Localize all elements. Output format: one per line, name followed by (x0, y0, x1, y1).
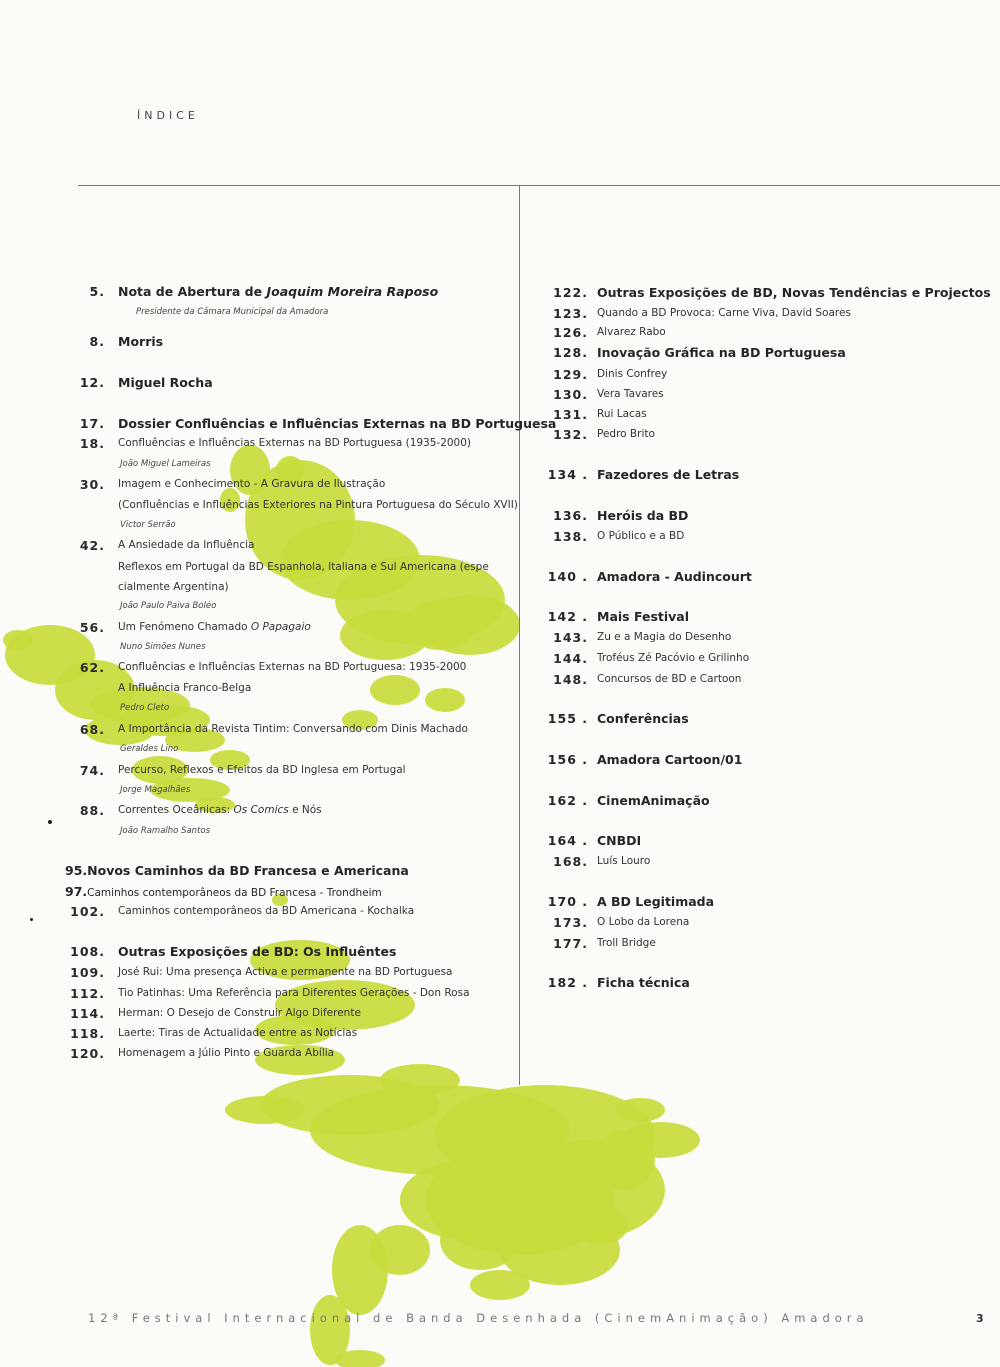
page-ref-number: 182 . (547, 975, 588, 990)
entry-title (597, 531, 684, 542)
page-ref-number: 143. (553, 630, 588, 645)
title-fragment: CinemAnimação (597, 793, 710, 808)
title-fragment: Um Fenómeno Chamado (118, 621, 251, 633)
page-ref-number: 120. (70, 1046, 105, 1061)
title-fragment: A BD Legitimada (597, 894, 715, 909)
entry-title (118, 1008, 361, 1019)
entry-title (597, 674, 741, 685)
entry-title (118, 582, 229, 593)
page-ref-number: 144. (553, 651, 588, 666)
page-ref-number: 134 . (547, 467, 588, 482)
entry-title (120, 704, 169, 713)
title-fragment: A Influência Franco-Belga (118, 682, 252, 694)
horizontal-rule (78, 185, 1000, 186)
title-fragment: O Lobo da Lorena (597, 916, 690, 928)
entry-title (597, 571, 752, 584)
title-fragment: CNBDI (597, 833, 642, 848)
page-ref-number: 118. (70, 1026, 105, 1041)
title-fragment: Fazedores de Letras (597, 467, 740, 482)
page-ref-number: 123. (553, 306, 588, 321)
page-ref-number: 30. (79, 477, 105, 492)
title-fragment: Nota de Abertura de (118, 284, 267, 299)
entry-title (597, 469, 739, 482)
page-ref-number: 130. (553, 387, 588, 402)
title-fragment: e Nós (288, 804, 322, 816)
title-fragment: Alvarez Rabo (597, 326, 666, 338)
title-fragment: João Paulo Paiva Boléo (120, 601, 217, 611)
entry-title (597, 632, 731, 643)
title-fragment: Troféus Zé Pacóvio e Grilinho (597, 652, 750, 664)
page-ref-number: 126. (553, 325, 588, 340)
page-ref-number: 42. (79, 538, 105, 553)
title-fragment: Confluências e Influências Externas na BD Portuguesa (1935-2000) (118, 437, 472, 449)
page-ref-number: 18. (79, 436, 105, 451)
entry-title (597, 327, 666, 338)
page-ref-number: 5. (89, 284, 105, 299)
entry-title (597, 510, 688, 523)
title-fragment: João Ramalho Santos (120, 826, 211, 836)
entry-title (597, 754, 742, 767)
title-fragment: Morris (118, 334, 164, 349)
entry-title (120, 602, 216, 611)
title-fragment: Joaquim Moreira Raposo (266, 284, 439, 299)
title-fragment: Os Comics (233, 804, 289, 816)
entry-title (597, 287, 991, 300)
entry-title (597, 369, 667, 380)
title-fragment: Dossier Confluências e Influências Externas na BD Portuguesa (118, 416, 557, 431)
title-fragment: Imagem e Conhecimento - A Gravura de Ilustração (118, 478, 386, 490)
title-fragment: Pedro Cleto (120, 703, 170, 713)
title-fragment: Heróis da BD (597, 508, 689, 523)
title-fragment: 95.Novos Caminhos da BD Francesa e Americana (65, 863, 409, 878)
page-ref-number: 138. (553, 529, 588, 544)
entry-title (597, 653, 749, 664)
page-ref-number: 132. (553, 427, 588, 442)
title-fragment: 97. (65, 884, 88, 899)
title-fragment: José Rui: Uma presença Activa e permanente na BD Portuguesa (118, 966, 453, 978)
page-ref-number: 114. (70, 1006, 105, 1021)
entry-title (118, 1028, 357, 1039)
page-ref-number: 109. (70, 965, 105, 980)
page-ref-number: 140 . (547, 569, 588, 584)
title-fragment: Outras Exposições de BD, Novas Tendências e Projectos (597, 285, 991, 300)
page-ref-number: 112. (70, 986, 105, 1001)
page-ref-number: 136. (553, 508, 588, 523)
title-fragment: Homenagem a Júlio Pinto e Guarda Abília (118, 1047, 335, 1059)
title-fragment: Laerte: Tiras de Actualidade entre as Notícias (118, 1027, 358, 1039)
page-number: 3 (976, 1312, 984, 1325)
page-ref-number: 8. (89, 334, 105, 349)
title-fragment: O Público e a BD (597, 530, 685, 542)
title-fragment: Zu e a Magia do Desenho (597, 631, 732, 643)
entry-title (118, 988, 470, 999)
title-fragment: Ficha técnica (597, 975, 690, 990)
title-fragment: Luís Louro (597, 855, 651, 867)
entry-title (597, 308, 851, 319)
title-fragment: Nuno Simões Nunes (120, 642, 206, 652)
entry-title (118, 500, 518, 511)
page-ref-number: 156 . (547, 752, 588, 767)
page-ref-number: 131. (553, 407, 588, 422)
title-fragment: Quando a BD Provoca: Carne Viva, David Soares (597, 307, 851, 319)
title-fragment: Amadora Cartoon/01 (597, 752, 743, 767)
entry-title (597, 429, 655, 440)
title-fragment: Dinis Confrey (597, 368, 668, 380)
page-ref-number: 164 . (547, 833, 588, 848)
title-fragment: Confluências e Influências Externas na BD Portuguesa: 1935-2000 (118, 661, 467, 673)
title-fragment: Miguel Rocha (118, 375, 213, 390)
title-fragment: Percurso, Reflexos e Efeitos da BD Inglesa em Portugal (118, 764, 406, 776)
entry-title (597, 389, 664, 400)
page-ref-number: 173. (553, 915, 588, 930)
title-fragment: Outras Exposições de BD: Os Influêntes (118, 944, 397, 959)
entry-title (118, 765, 406, 776)
page-ref-number: 102. (70, 904, 105, 919)
page-ref-number: 129. (553, 367, 588, 382)
entry-title (597, 611, 689, 624)
page-ref-number: 128. (553, 345, 588, 360)
entry-title (120, 460, 211, 469)
page-ref-number: 17. (79, 416, 105, 431)
page-ref-number: 12. (79, 375, 105, 390)
title-fragment: Tio Patinhas: Uma Referência para Diferentes Gerações - Don Rosa (118, 987, 470, 999)
title-fragment: Herman: O Desejo de Construir Algo Diferente (118, 1007, 361, 1019)
entry-title (597, 856, 650, 867)
entry-title (597, 917, 689, 928)
title-fragment: (Confluências e Influências Exteriores na Pintura Portuguesa do Século XVII) (118, 499, 518, 511)
title-fragment: A Importância da Revista Tintim: Conversando com Dinis Machado (118, 723, 468, 735)
title-fragment: Victor Serrão (120, 520, 176, 530)
title-fragment: A Ansiedade da Influência (118, 539, 255, 551)
title-fragment: Amadora - Audincourt (597, 569, 752, 584)
entry-title (597, 977, 690, 990)
entry-title (118, 724, 468, 735)
title-fragment: Pedro Brito (597, 428, 655, 440)
title-fragment: João Miguel Lameiras (120, 459, 211, 469)
entry-title (118, 1048, 334, 1059)
entry-title (597, 409, 647, 420)
title-fragment: Concursos de BD e Cartoon (597, 673, 742, 685)
title-fragment: Caminhos contemporâneos da BD Americana - Kochalka (118, 905, 415, 917)
title-fragment: Rui Lacas (597, 408, 647, 420)
entry-title (118, 622, 311, 633)
page-ref-number: 177. (553, 936, 588, 951)
entry-title (597, 347, 846, 360)
title-fragment: Mais Festival (597, 609, 690, 624)
page-heading: ÍNDICE (137, 109, 199, 122)
entry-title (597, 835, 641, 848)
title-fragment: Presidente da Câmara Municipal da Amadora (136, 307, 329, 317)
title-fragment: Caminhos contemporâneos da BD Francesa - Trondheim (87, 887, 382, 899)
page-ref-number: 56. (79, 620, 105, 635)
festival-footer: 12ª Festival Internacional de Banda Desenhada (CinemAnimação) Amadora (88, 1311, 869, 1325)
page-ref-number: 68. (79, 722, 105, 737)
title-fragment: Conferências (597, 711, 689, 726)
page-ref-number: 108. (70, 944, 105, 959)
entry-title (120, 786, 190, 795)
entry-title (597, 938, 656, 949)
title-fragment: Inovação Gráfica na BD Portuguesa (597, 345, 846, 360)
title-fragment: Correntes Oceânicas: (118, 804, 234, 816)
page-ref-number: 142 . (547, 609, 588, 624)
page-ref-number: 162 . (547, 793, 588, 808)
page-ref-number: 155 . (547, 711, 588, 726)
title-fragment: Jorge Magalhães (120, 785, 191, 795)
title-fragment: Troll Bridge (597, 937, 656, 949)
title-fragment: O Papagaio (250, 621, 311, 633)
title-fragment: Reflexos em Portugal da BD Espanhola, Italiana e Sul Americana (espe (118, 561, 489, 573)
page-ref-number: 122. (553, 285, 588, 300)
page-ref-number: 62. (79, 660, 105, 675)
title-fragment: Geraldes Lino (120, 744, 179, 754)
page-ref-number: 170 . (547, 894, 588, 909)
print-speck (30, 918, 33, 921)
title-fragment: Vera Tavares (597, 388, 664, 400)
page-ref-number: 74. (79, 763, 105, 778)
title-fragment: cialmente Argentina) (118, 581, 229, 593)
entry-title (597, 713, 689, 726)
page-ref-number: 88. (79, 803, 105, 818)
entry-title (597, 795, 710, 808)
entry-title (597, 896, 714, 909)
page-ref-number: 168. (553, 854, 588, 869)
entry-title (120, 745, 178, 754)
print-speck (48, 820, 52, 824)
page-ref-number: 148. (553, 672, 588, 687)
entry-title (118, 967, 453, 978)
